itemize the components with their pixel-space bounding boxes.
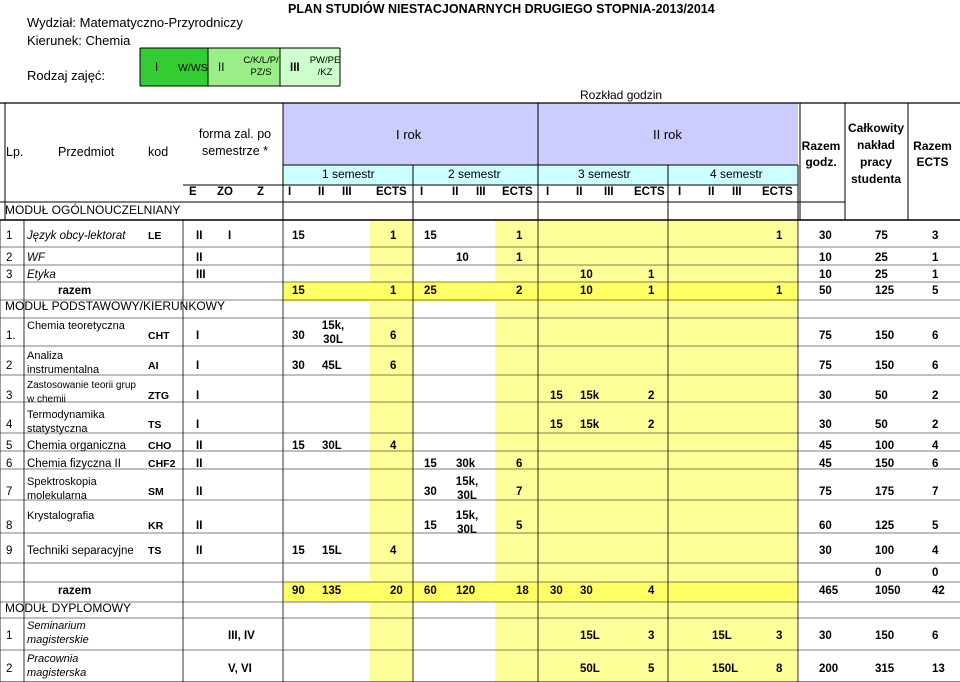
rz2-s3ii-cell: 30: [580, 585, 593, 597]
b2-work-cell: 150: [875, 360, 895, 372]
b8-total-cell: 60: [819, 520, 832, 532]
year2-header: II rok: [653, 127, 682, 142]
b5-lp-cell: 5: [6, 440, 13, 452]
b8-e-cell: II: [196, 520, 203, 532]
rz1-s3e-cell: 1: [648, 285, 655, 297]
b9-ects-cell: 4: [932, 545, 939, 557]
rz1-s4e-cell: 1: [776, 285, 783, 297]
rz1-s2i-cell: 25: [424, 285, 437, 297]
razem-fill-1: [283, 282, 798, 302]
rz2-work-cell: 1050: [875, 585, 901, 597]
b6-total-cell: 45: [819, 458, 832, 470]
r3-s3ii-cell: 10: [580, 269, 593, 281]
sem2-subcol-ii: II: [452, 186, 459, 198]
sem1-header: 1 semestr: [322, 167, 375, 181]
sem2-header: 2 semestr: [448, 167, 501, 181]
rz2-s2ii-cell: 120: [456, 585, 476, 597]
module-basic: MODUŁ PODSTAWOWY/KIERUNKOWY: [5, 299, 226, 313]
r2-s2ii-cell: 10: [456, 252, 469, 264]
rz1-total-cell: 50: [819, 285, 832, 297]
b2-total-cell: 75: [819, 360, 832, 372]
sem1-subcol-ii: II: [318, 186, 325, 198]
b3-s3ii-cell: 15k: [580, 390, 600, 402]
module-diploma: MODUŁ DYPLOMOWY: [5, 601, 132, 615]
b9-s1i-cell: 15: [292, 545, 305, 557]
legend-code-3: III: [290, 62, 300, 74]
sem4-subcol-iii: III: [732, 186, 742, 198]
lp-header: Lp.: [6, 145, 24, 159]
rz1-s2e-cell: 2: [516, 285, 523, 297]
r3-lp-cell: 3: [6, 269, 13, 281]
b7-e-cell: II: [196, 486, 203, 498]
rz1-s1i-cell: 15: [292, 285, 305, 297]
b3-total-cell: 30: [819, 390, 832, 402]
rz2-ects-cell: 42: [932, 585, 945, 597]
b2-code-cell: AI: [148, 360, 159, 372]
b4-e-cell: I: [196, 419, 200, 431]
b3-work-cell: 50: [875, 390, 888, 402]
b4-ects-cell: 2: [932, 419, 939, 431]
rz1-s1e-cell: 1: [390, 285, 397, 297]
d2-work-cell: 315: [875, 663, 895, 675]
sem3-subcol-i: I: [546, 186, 550, 198]
b8-ects-cell: 5: [932, 520, 939, 532]
b4-s3i-cell: 15: [550, 419, 563, 431]
rz2-s2e-cell: 18: [516, 585, 529, 597]
b1-lp-cell: 1.: [6, 330, 16, 342]
r2-total-cell: 10: [819, 252, 832, 264]
r1-name-cell: Język obcy-lektorat: [27, 230, 126, 242]
sem3-subcol-ii: II: [576, 186, 583, 198]
rz2-s3i-cell: 30: [550, 585, 563, 597]
b2-s1i-cell: 30: [292, 360, 305, 372]
b8-code-cell: KR: [148, 520, 164, 532]
r3-work-cell: 25: [875, 269, 888, 281]
r2-lp-cell: 2: [6, 252, 13, 264]
legend-desc-3: PW/PE /KZ: [309, 55, 341, 78]
b3-lp-cell: 3: [6, 390, 13, 402]
faculty-label: Wydział: Matematyczno-Przyrodniczy: [27, 15, 243, 30]
r3-ects-cell: 1: [932, 269, 939, 281]
b5-e-cell: II: [196, 440, 203, 452]
b3-e-cell: I: [196, 390, 200, 402]
sem4-subcol-e: ECTS: [762, 186, 793, 198]
d1-s4e-cell: 3: [776, 630, 783, 642]
b3-code-cell: ZTG: [148, 390, 169, 402]
b8-name-cell: Krystalografia: [27, 510, 95, 522]
sem1-subcol-iii: III: [342, 186, 352, 198]
r1-ects-cell: 3: [932, 230, 939, 242]
b6-ects-cell: 6: [932, 458, 939, 470]
b8-s2e-cell: 5: [516, 520, 523, 532]
b7-code-cell: SM: [148, 486, 164, 498]
r3-e-cell: III: [196, 269, 206, 281]
rz2-label-cell: razem: [58, 585, 92, 597]
b4-name-cell: Termodynamika statystyczna: [27, 409, 105, 435]
d1-name-cell: Seminarium magisterskie: [27, 620, 89, 646]
rz2-total-cell: 465: [819, 585, 839, 597]
r3-name-cell: Etyka: [27, 269, 56, 281]
b4-lp-cell: 4: [6, 419, 13, 431]
b5-work-cell: 100: [875, 440, 895, 452]
r1-zo-cell: I: [228, 230, 232, 242]
b6-s2i-cell: 15: [424, 458, 437, 470]
b1-s1ii-cell: 15k, 30L: [321, 320, 345, 346]
classes-type-label: Rodzaj zajęć:: [27, 68, 106, 83]
d2-s4ii-cell: 150L: [712, 663, 739, 675]
r2-name-cell: WF: [27, 252, 45, 264]
b1-ects-cell: 6: [932, 330, 939, 342]
b5-total-cell: 45: [819, 440, 832, 452]
code-header: kod: [148, 145, 169, 159]
b2-e-cell: I: [196, 360, 200, 372]
total-hours-header: Razem godz.: [801, 139, 841, 169]
b3-ects-cell: 2: [932, 390, 939, 402]
r2-ects-cell: 1: [932, 252, 939, 264]
b1-code-cell: CHT: [148, 330, 170, 342]
year1-header: I rok: [396, 127, 422, 142]
r2-work-cell: 25: [875, 252, 888, 264]
col-e: E: [189, 186, 197, 198]
d1-s3e-cell: 3: [648, 630, 655, 642]
r2-s2e-cell: 1: [516, 252, 523, 264]
b4-work-cell: 50: [875, 419, 888, 431]
b3-name-cell: Zastosowanie teorii grup w chemii: [27, 380, 136, 405]
r1-s4e-cell: 1: [776, 230, 783, 242]
r1-total-cell: 30: [819, 230, 832, 242]
r1-s1i-cell: 15: [292, 230, 305, 242]
d2-zo-cell: V, VI: [228, 663, 252, 675]
b4-s3ii-cell: 15k: [580, 419, 600, 431]
b9-code-cell: TS: [148, 545, 162, 557]
major-label: Kierunek: Chemia: [27, 33, 131, 48]
rz2-s2i-cell: 60: [424, 585, 437, 597]
b8-s2i-cell: 15: [424, 520, 437, 532]
rz1-work-cell: 125: [875, 285, 895, 297]
rz2-s1ii-cell: 135: [322, 585, 342, 597]
b7-s2e-cell: 7: [516, 486, 523, 498]
d1-work-cell: 150: [875, 630, 895, 642]
b3-s3i-cell: 15: [550, 390, 563, 402]
b7-s2i-cell: 30: [424, 486, 437, 498]
b2-lp-cell: 2: [6, 360, 13, 372]
b4-total-cell: 30: [819, 419, 832, 431]
rz2-s1i-cell: 90: [292, 585, 305, 597]
sem3-subcol-iii: III: [604, 186, 614, 198]
b6-s2e-cell: 6: [516, 458, 523, 470]
d1-zo-cell: III, IV: [228, 630, 255, 642]
rozklad-godzin-label: Rozkład godzin: [580, 88, 663, 102]
total-workload-header: Całkowity nakład pracy studenta: [847, 121, 904, 186]
b4-code-cell: TS: [148, 419, 162, 431]
d2-s3e-cell: 5: [648, 663, 655, 675]
b1-s1i-cell: 30: [292, 330, 305, 342]
d1-ects-cell: 6: [932, 630, 939, 642]
d2-s4e-cell: 8: [776, 663, 783, 675]
d2-total-cell: 200: [819, 663, 839, 675]
sem4-subcol-ii: II: [708, 186, 715, 198]
b6-work-cell: 150: [875, 458, 895, 470]
d1-lp-cell: 1: [6, 630, 13, 642]
rz1-label-cell: razem: [58, 285, 92, 297]
b2-s1ii-cell: 45L: [322, 360, 342, 372]
b9-s1e-cell: 4: [390, 545, 397, 557]
r1-s1e-cell: 1: [390, 230, 397, 242]
b7-ects-cell: 7: [932, 486, 939, 498]
b5-s1i-cell: 15: [292, 440, 305, 452]
legend-code-2: II: [218, 62, 225, 74]
b9-e-cell: II: [196, 545, 203, 557]
b8-s2ii-cell: 15k, 30L: [455, 510, 479, 536]
b2-ects-cell: 6: [932, 360, 939, 372]
b7-s2ii-cell: 15k, 30L: [455, 476, 479, 502]
b6-lp-cell: 6: [6, 458, 13, 470]
d1-s3ii-cell: 15L: [580, 630, 600, 642]
d2-lp-cell: 2: [6, 663, 13, 675]
subject-header: Przedmiot: [58, 145, 115, 159]
legend-desc-2: C/K/L/P/ PZ/S: [243, 55, 279, 78]
d1-total-cell: 30: [819, 630, 832, 642]
sem3-header: 3 semestr: [578, 167, 631, 181]
legend-code-1: I: [155, 62, 159, 74]
b2-name-cell: Analiza instrumentalna: [27, 350, 100, 376]
col-zo: ZO: [217, 186, 233, 198]
d1-s4ii-cell: 15L: [712, 630, 732, 642]
b7-name-cell: Spektroskopia molekularna: [27, 476, 97, 502]
b5-s1e-cell: 4: [390, 440, 397, 452]
d2-ects-cell: 13: [932, 663, 945, 675]
b9-work-cell: 100: [875, 545, 895, 557]
sem2-subcol-i: I: [420, 186, 424, 198]
b7-total-cell: 75: [819, 486, 832, 498]
b8-work-cell: 125: [875, 520, 895, 532]
zero-ects-cell: 0: [932, 567, 939, 579]
b6-e-cell: II: [196, 458, 203, 470]
r1-s2i-cell: 15: [424, 230, 437, 242]
b2-s1e-cell: 6: [390, 360, 397, 372]
r1-lp-cell: 1: [6, 230, 13, 242]
b6-name-cell: Chemia fizyczna II: [27, 458, 121, 470]
legend-desc-1: W/WS: [178, 62, 208, 74]
b1-s1e-cell: 6: [390, 330, 397, 342]
r1-s2e-cell: 1: [516, 230, 523, 242]
zero-work-cell: 0: [875, 567, 882, 579]
r3-total-cell: 10: [819, 269, 832, 281]
module-general: MODUŁ OGÓLNOUCZELNIANY: [5, 203, 181, 217]
b7-work-cell: 175: [875, 486, 895, 498]
b4-s3e-cell: 2: [648, 419, 655, 431]
b9-lp-cell: 9: [6, 545, 13, 557]
r2-e-cell: II: [196, 252, 203, 264]
sem4-subcol-i: I: [678, 186, 682, 198]
sem3-subcol-e: ECTS: [634, 186, 665, 198]
rz2-s1e-cell: 20: [390, 585, 403, 597]
sem4-header: 4 semestr: [710, 167, 763, 181]
b7-lp-cell: 7: [6, 486, 13, 498]
col-z: Z: [257, 186, 265, 198]
b5-name-cell: Chemia organiczna: [27, 440, 127, 452]
razem-fill-2: [283, 582, 798, 602]
b1-name-cell: Chemia teoretyczna: [27, 320, 125, 332]
b3-s3e-cell: 2: [648, 390, 655, 402]
b9-s1ii-cell: 15L: [322, 545, 342, 557]
r1-work-cell: 75: [875, 230, 888, 242]
b1-e-cell: I: [196, 330, 200, 342]
r1-code-cell: LE: [148, 230, 162, 242]
sem2-subcol-e: ECTS: [502, 186, 533, 198]
rz2-s3e-cell: 4: [648, 585, 655, 597]
total-ects-header: Razem ECTS: [913, 139, 952, 169]
d2-name-cell: Pracownia magisterska: [27, 653, 87, 679]
b9-total-cell: 30: [819, 545, 832, 557]
b1-total-cell: 75: [819, 330, 832, 342]
b6-s2ii-cell: 30k: [456, 458, 476, 470]
b5-ects-cell: 4: [932, 440, 939, 452]
rz1-s3ii-cell: 10: [580, 285, 593, 297]
r1-e-cell: II: [196, 230, 203, 242]
b9-name-cell: Techniki separacyjne: [27, 545, 134, 557]
sem1-subcol-e: ECTS: [376, 186, 407, 198]
credit-form-header: forma zal. po semestrze *: [198, 127, 272, 158]
rz1-ects-cell: 5: [932, 285, 939, 297]
d2-s3ii-cell: 50L: [580, 663, 600, 675]
r3-s3e-cell: 1: [648, 269, 655, 281]
b1-work-cell: 150: [875, 330, 895, 342]
sem2-subcol-iii: III: [476, 186, 486, 198]
b5-code-cell: CHO: [148, 440, 172, 452]
b6-code-cell: CHF2: [148, 458, 176, 470]
sem1-subcol-i: I: [288, 186, 292, 198]
plan-title: PLAN STUDIÓW NIESTACJONARNYCH DRUGIEGO STOPNIA-2013/2014: [288, 2, 715, 16]
b8-lp-cell: 8: [6, 520, 13, 532]
b5-s1ii-cell: 30L: [322, 440, 342, 452]
